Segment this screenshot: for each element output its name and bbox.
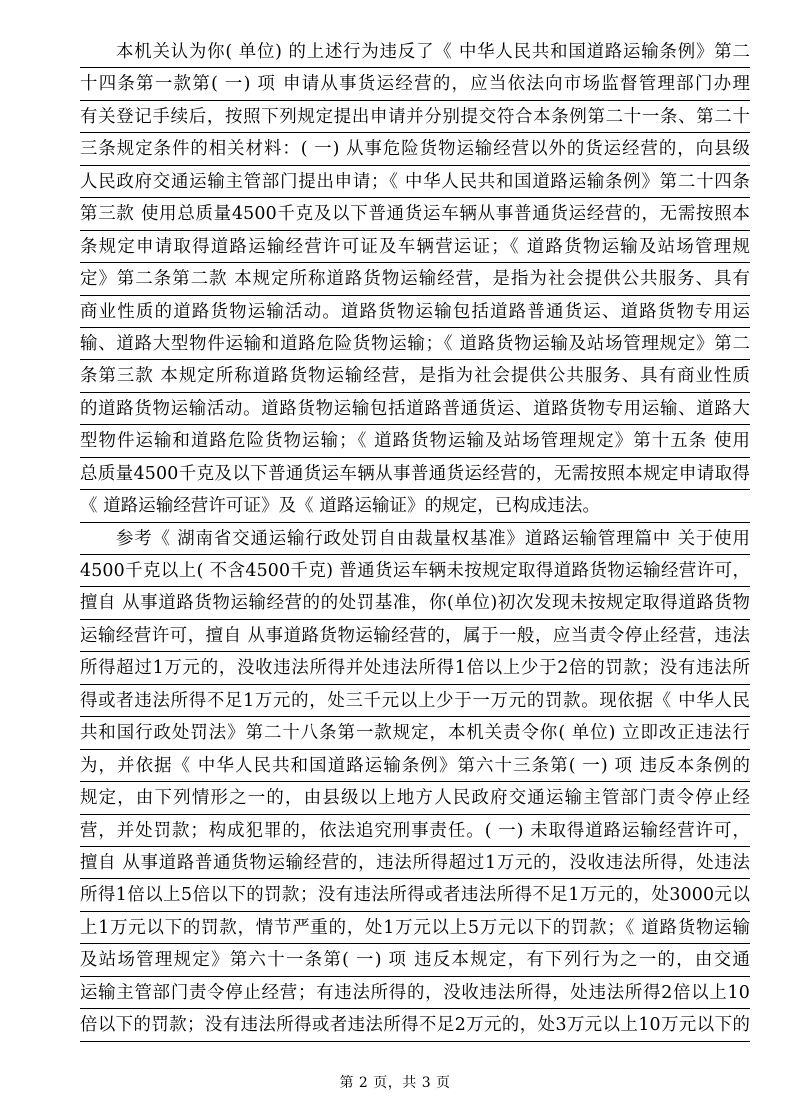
- text-line: 第三款 使用总质量4500千克及以下普通货运车辆从事普通货运经营的，无需按照本: [80, 198, 750, 230]
- text-line: 所得超过1万元的，没收违法所得并处违法所得1倍以上少于2倍的罚款；没有违法所: [80, 652, 750, 684]
- text-line: 人民政府交通运输主管部门提出申请；《 中华人民共和国道路运输条例》第二十四条: [80, 166, 750, 198]
- page-number-footer: 第 2 页，共 3 页: [339, 1075, 451, 1091]
- text-line: 定》第二条第二款 本规定所称道路货物运输经营，是指为社会提供公共服务、具有: [80, 263, 750, 295]
- document-body: [80, 36, 750, 1042]
- text-line: 有关登记手续后，按照下列规定提出申请并分别提交符合本条例第二十一条、第二十: [80, 101, 750, 133]
- text-line: 输、道路大型物件运输和道路危险货物运输；《 道路货物运输及站场管理规定》第二: [80, 328, 750, 360]
- text-line: 运输主管部门责令停止经营；有违法所得的，没收违法所得，处违法所得2倍以上10: [80, 977, 750, 1009]
- text-line: 擅自 从事道路普通货物运输经营的，违法所得超过1万元的，没收违法所得，处违法: [80, 847, 750, 879]
- text-line: 《 道路运输经营许可证》及《 道路运输证》的规定，已构成违法。: [80, 490, 750, 522]
- text-line: 条规定申请取得道路运输经营许可证及车辆营运证；《 道路货物运输及站场管理规: [80, 231, 750, 263]
- text-line: 擅自 从事道路货物运输经营的的处罚基准，你(单位)初次发现未按规定取得道路货物: [80, 587, 750, 619]
- text-line: 共和国行政处罚法》第二十八条第一款规定，本机关责令你( 单位) 立即改正违法行: [80, 717, 750, 749]
- text-line: 参考《 湖南省交通运输行政处罚自由裁量权基准》道路运输管理篇中 关于使用: [80, 523, 750, 555]
- text-line: 及站场管理规定》第六十一条第( 一) 项 违反本规定，有下列行为之一的，由交通: [80, 944, 750, 976]
- text-line: 为，并依据《 中华人民共和国道路运输条例》第六十三条第( 一) 项 违反本条例的: [80, 750, 750, 782]
- text-line: 条第三款 本规定所称道路货物运输经营，是指为社会提供公共服务、具有商业性质: [80, 360, 750, 392]
- text-line: 三条规定条件的相关材料：( 一) 从事危险货物运输经营以外的货运经营的，向县级: [80, 133, 750, 165]
- text-line: 的道路货物运输活动。道路货物运输包括道路普通货运、道路货物专用运输、道路大: [80, 393, 750, 425]
- text-line: 本机关认为你( 单位) 的上述行为违反了《 中华人民共和国道路运输条例》第二: [80, 36, 750, 68]
- text-line: 得或者违法所得不足1万元的，处三千元以上少于一万元的罚款。现依据《 中华人民: [80, 685, 750, 717]
- text-line: 十四条第一款第( 一) 项 申请从事货运经营的，应当依法向市场监督管理部门办理: [80, 68, 750, 100]
- text-line: 上1万元以下的罚款，情节严重的，处1万元以上5万元以下的罚款；《 道路货物运输: [80, 912, 750, 944]
- text-line: 运输经营许可，擅自 从事道路货物运输经营的，属于一般，应当责令停止经营，违法: [80, 620, 750, 652]
- text-line: 4500千克以上( 不含4500千克) 普通货运车辆未按规定取得道路货物运输经营许可，: [80, 555, 750, 587]
- text-line: 倍以下的罚款；没有违法所得或者违法所得不足2万元的，处3万元以上10万元以下的: [80, 1009, 750, 1041]
- text-line: 营，并处罚款；构成犯罪的，依法追究刑事责任。( 一) 未取得道路运输经营许可，: [80, 815, 750, 847]
- text-line: 总质量4500千克及以下普通货运车辆从事普通货运经营的，无需按照本规定申请取得: [80, 458, 750, 490]
- text-line: 规定，由下列情形之一的，由县级以上地方人民政府交通运输主管部门责令停止经: [80, 782, 750, 814]
- text-line: 型物件运输和道路危险货物运输；《 道路货物运输及站场管理规定》第十五条 使用: [80, 425, 750, 457]
- text-line: 所得1倍以上5倍以下的罚款；没有违法所得或者违法所得不足1万元的，处3000元以: [80, 879, 750, 911]
- text-line: 商业性质的道路货物运输活动。道路货物运输包括道路普通货运、道路货物专用运: [80, 296, 750, 328]
